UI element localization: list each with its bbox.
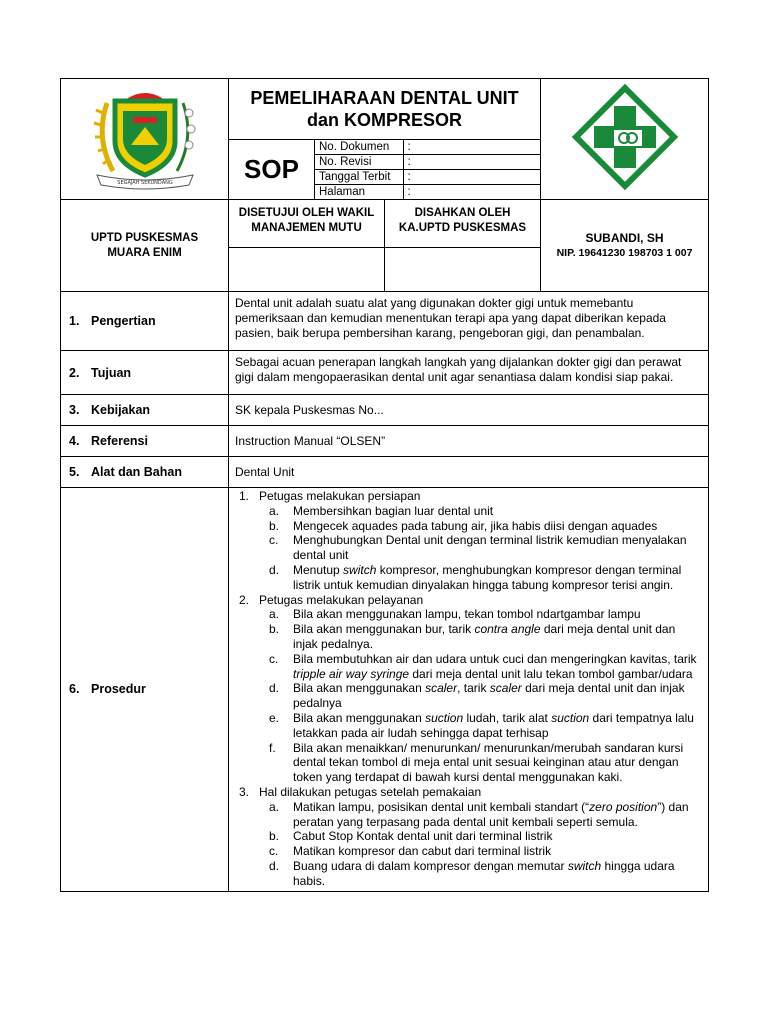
sop-document — [60, 78, 708, 892]
section-text-pengertian: Dental unit adalah suatu alat yang digunakan dokter gigi untuk memebantu pemeriksaan dan kemudian menentukan terapi apa yang dapat diberikan kepada pasien, baik berupa pembersihan karang, pengeboran gigi, dan penambalan. — [229, 292, 709, 351]
section-row — [61, 426, 709, 457]
sop-label: SOP — [229, 140, 315, 200]
organization-name: UPTD PUSKESMAS MUARA ENIM — [61, 200, 229, 292]
procedure-substep: e. Bila akan menggunakan suction ludah, tarik alat suction dari tempatnya lalu letakkan pada air ludah sehingga dapat terhisap — [269, 710, 694, 740]
document-meta — [315, 140, 541, 200]
procedure-step: 2. Petugas melakukan pelayanan — [239, 592, 424, 607]
ratified-by-label: DISAHKAN OLEH KA.UPTD PUSKESMAS — [385, 200, 541, 248]
section-row — [61, 351, 709, 395]
procedure-substep: c. Matikan kompresor dan cabut dari terminal listrik — [269, 844, 552, 859]
section-row — [61, 292, 709, 351]
document-title — [229, 79, 541, 140]
svg-text:SEGAJAH SEKUNDANG: SEGAJAH SEKUNDANG — [116, 179, 173, 186]
puskesmas-cross-icon — [570, 82, 680, 192]
procedure-substep: b. Bila akan menggunakan bur, tarik contra angle dari meja dental unit dan injak pedalnya. — [269, 622, 676, 651]
regency-logo — [61, 79, 229, 200]
procedure-substep: f. Bila akan menaikkan/ menurunkan/ menurunkan/merubah sandaran kursi dental tekan tombol di meja ental unit sesuai keinginan atau atur dengan token yang terdapat di bawah kursi dental menggunakan kaki. — [269, 740, 684, 785]
title-line-2: dan KOMPRESOR — [306, 110, 462, 130]
meta-row: Tanggal Terbit : — [315, 170, 540, 185]
sop-table — [60, 78, 709, 892]
signer-nip: NIP. 19641230 198703 1 007 — [556, 246, 693, 259]
meta-row: No. Dokumen : — [315, 140, 540, 155]
title-line-1: PEMELIHARAAN DENTAL UNIT — [250, 88, 519, 108]
procedure-substep: d. Menutup switch kompresor, menghubungkan kompresor dengan terminal listrik untuk kemudian dinyalakan hingga tabung kompresor terisi angin. — [269, 562, 682, 592]
procedure-step: 3. Hal dilakukan petugas setelah pemakaian — [239, 784, 482, 799]
signer-name: SUBANDI, SH — [585, 230, 664, 245]
approved-by-label: DISETUJUI OLEH WAKIL MANAJEMEN MUTU — [229, 200, 385, 248]
procedure-step: 1. Petugas melakukan persiapan — [239, 489, 421, 503]
muara-enim-emblem-icon — [85, 83, 205, 191]
meta-table — [315, 140, 540, 199]
procedure-substep: b. Cabut Stop Kontak dental unit dari terminal listrik — [269, 829, 553, 844]
ratified-signature-box — [385, 248, 541, 292]
meta-row: Halaman : — [315, 185, 540, 200]
section-text-referensi: Instruction Manual “OLSEN” — [229, 426, 709, 457]
signer-block — [541, 200, 709, 292]
section-label-referensi: 4. Referensi — [61, 426, 229, 457]
section-label-tujuan: 2. Tujuan — [61, 351, 229, 395]
procedure-substep: b. Mengecek aquades pada tabung air, jika habis diisi dengan aquades — [269, 518, 658, 533]
section-text-tujuan: Sebagai acuan penerapan langkah langkah yang dijalankan dokter gigi dan perawat gigi dalam mengopaerasikan dental unit agar senantiasa dalam kondisi siap pakai. — [229, 351, 709, 395]
approved-signature-box — [229, 248, 385, 292]
procedure-substep: a. Matikan lampu, posisikan dental unit kembali standart (“zero position”) dan peratan yang terpasang pada dental unit kembali seperti semula. — [269, 799, 689, 829]
section-label-prosedur: 6. Prosedur — [61, 488, 229, 892]
section-text-alat-bahan: Dental Unit — [229, 457, 709, 488]
procedure-substep: a. Membersihkan bagian luar dental unit — [269, 503, 494, 518]
section-row — [61, 395, 709, 426]
procedure-substep: c. Menghubungkan Dental unit dengan terminal listrik kemudian menyalakan dental unit — [269, 533, 687, 563]
section-label-kebijakan: 3. Kebijakan — [61, 395, 229, 426]
meta-row: No. Revisi : — [315, 155, 540, 170]
procedure-substep: d. Bila akan menggunakan scaler, tarik scaler dari meja dental unit dan injak pedalnya — [269, 681, 685, 711]
procedure-substep: c. Bila membutuhkan air dan udara untuk cuci dan mengeringkan kavitas, tarik tripple air way syringe dari meja dental unit lalu tekan tombol gambar/udara — [269, 651, 697, 681]
puskesmas-logo — [541, 79, 709, 200]
section-text-kebijakan: SK kepala Puskesmas No... — [229, 395, 709, 426]
section-label-alat-bahan: 5. Alat dan Bahan — [61, 457, 229, 488]
section-row — [61, 457, 709, 488]
procedure-content — [229, 488, 709, 892]
procedure-substep: d. Buang udara di dalam kompresor dengan memutar switch hingga udara habis. — [269, 858, 675, 888]
procedure-substep: a. Bila akan menggunakan lampu, tekan tombol ndartgambar lampu — [269, 607, 641, 622]
procedure-row — [61, 488, 709, 892]
section-label-pengertian: 1. Pengertian — [61, 292, 229, 351]
